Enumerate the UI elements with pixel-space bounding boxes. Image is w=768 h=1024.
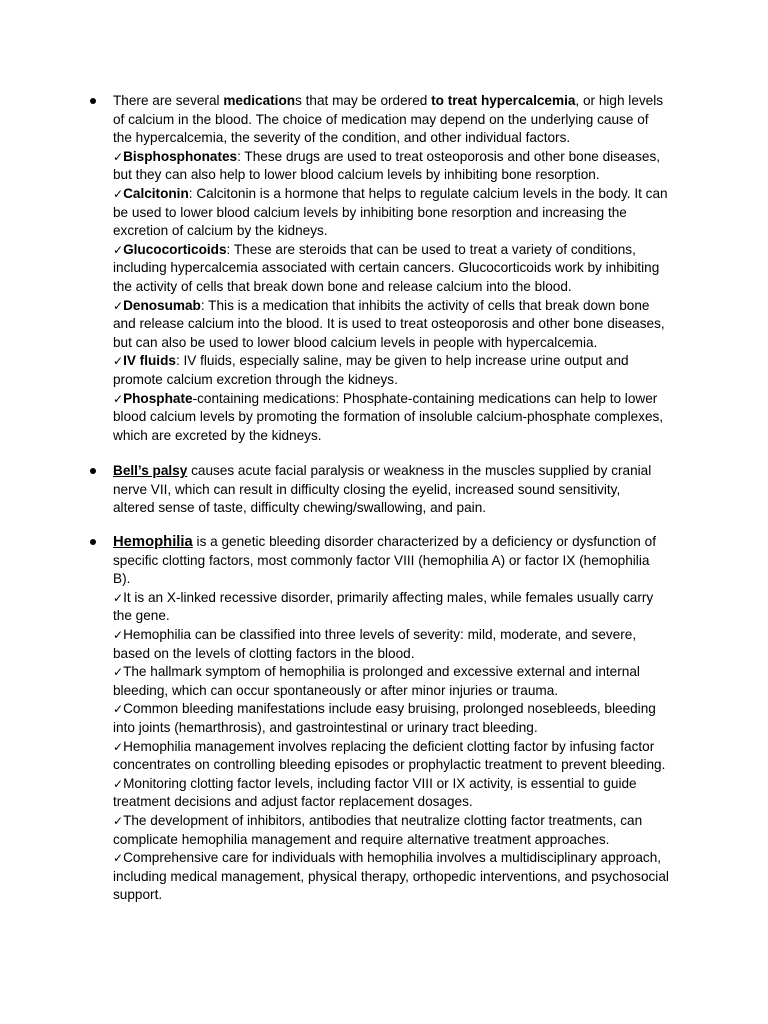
- text-line: [113, 408, 685, 427]
- text-line: [113, 533, 685, 552]
- text-run: Hemophilia can be classified into three levels of severity: mild, moderate, and severe,: [123, 626, 637, 642]
- bold-term: Bisphosphonates: [123, 148, 238, 164]
- text-line: [113, 166, 685, 185]
- text-run: concentrates on controlling bleeding episodes or prophylactic treatment to prevent bleeding.: [113, 757, 666, 773]
- text-run: : IV fluids, especially saline, may be given to help increase urine output and: [175, 353, 629, 369]
- text-line: [113, 738, 685, 757]
- text-line: [113, 886, 685, 905]
- text-line: [113, 352, 685, 371]
- text-run: complicate hemophilia management and require alternative treatment approaches.: [113, 831, 610, 847]
- text-line: [113, 427, 685, 446]
- text-run: be used to lower blood calcium levels by inhibiting bone resorption and increasing the: [113, 204, 627, 220]
- text-line: [113, 92, 685, 111]
- text-line: [113, 499, 685, 518]
- text-line: [113, 462, 685, 481]
- text-line: [113, 259, 685, 278]
- bullet-hypercalcemia-medications: [113, 92, 685, 445]
- checkmark-icon: ✓: [113, 391, 124, 406]
- bullet-dot-icon: [90, 468, 96, 474]
- checkmark-icon: ✓: [113, 665, 124, 680]
- text-run: s that may be ordered: [295, 93, 432, 108]
- text-line: [113, 868, 685, 887]
- text-run: It is an X-linked recessive disorder, primarily affecting males, while females usually carry: [123, 589, 654, 605]
- text-line: [113, 700, 685, 719]
- checkmark-icon: ✓: [113, 242, 124, 257]
- text-run: B).: [113, 571, 131, 587]
- text-run: promote calcium excretion through the kidneys.: [113, 371, 398, 387]
- text-line: [113, 570, 685, 589]
- bold-term: medication: [223, 93, 296, 108]
- text-line: [113, 849, 685, 868]
- text-line: [113, 552, 685, 571]
- text-run: the hypercalcemia, the severity of the condition, and other individual factors.: [113, 130, 571, 146]
- checkmark-icon: ✓: [113, 298, 124, 313]
- text-line: [113, 241, 685, 260]
- text-run: bleeding, which can occur spontaneously or after minor injuries or trauma.: [113, 682, 559, 698]
- text-line: [113, 222, 685, 241]
- paragraph-lines: [113, 462, 685, 518]
- text-line: [113, 756, 685, 775]
- checkmark-icon: ✓: [113, 149, 124, 164]
- text-run: Common bleeding manifestations include easy bruising, prolonged nosebleeds, bleeding: [123, 701, 656, 717]
- text-run: of calcium in the blood. The choice of medication may depend on the underlying cause of: [113, 111, 649, 127]
- text-line: [113, 589, 685, 608]
- text-run: based on the levels of clotting factors in the blood.: [113, 645, 415, 661]
- text-line: [113, 334, 685, 353]
- text-run: , or high levels: [575, 93, 664, 108]
- text-run: The hallmark symptom of hemophilia is prolonged and excessive external and internal: [123, 664, 640, 680]
- checkmark-icon: ✓: [113, 627, 124, 642]
- text-line: [113, 481, 685, 500]
- text-run: is a genetic bleeding disorder characterized by a deficiency or dysfunction of: [192, 534, 656, 549]
- text-line: [113, 626, 685, 645]
- text-run: and release calcium into the blood. It is used to treat osteoporosis and other bone diseases,: [113, 316, 665, 332]
- checkmark-icon: ✓: [113, 702, 124, 717]
- text-run: -containing medications: Phosphate-containing medications can help to lower: [192, 390, 658, 406]
- text-line: [113, 682, 685, 701]
- text-run: : This is a medication that inhibits the activity of cells that break down bone: [200, 297, 650, 313]
- bullet-hemophilia: [113, 533, 685, 905]
- text-run: There are several: [113, 93, 224, 108]
- text-run: causes acute facial paralysis or weakness in the muscles supplied by cranial: [187, 463, 652, 478]
- text-line: [113, 315, 685, 334]
- text-line: [113, 607, 685, 626]
- bullet-dot-icon: [90, 98, 96, 104]
- text-line: [113, 719, 685, 738]
- bold-term: Bell’s palsy: [113, 463, 188, 478]
- text-line: [113, 297, 685, 316]
- bold-term: Glucocorticoids: [123, 241, 227, 257]
- text-run: : These are steroids that can be used to treat a variety of conditions,: [226, 241, 636, 257]
- text-line: [113, 390, 685, 409]
- text-run: the activity of cells that break down bone and release calcium into the blood.: [113, 278, 572, 294]
- bold-term: Hemophilia: [113, 534, 193, 550]
- paragraph-lines: [113, 533, 685, 905]
- text-run: but they can also help to lower blood calcium levels by inhibiting bone resorption.: [113, 167, 600, 183]
- text-line: [113, 148, 685, 167]
- checkmark-icon: ✓: [113, 851, 124, 866]
- paragraph-lines: [113, 92, 685, 445]
- text-run: specific clotting factors, most commonly factor VIII (hemophilia A) or factor IX (hemophilia: [113, 552, 650, 568]
- text-run: The development of inhibitors, antibodies that neutralize clotting factor treatments, can: [123, 812, 643, 828]
- text-line: [113, 663, 685, 682]
- text-line: [113, 371, 685, 390]
- text-run: : These drugs are used to treat osteoporosis and other bone diseases,: [237, 148, 661, 164]
- text-run: Monitoring clotting factor levels, including factor VIII or IX activity, is essential to guide: [123, 775, 637, 791]
- text-run: including medical management, physical therapy, orthopedic interventions, and psychosocial: [113, 868, 669, 884]
- text-run: : Calcitonin is a hormone that helps to regulate calcium levels in the body. It can: [188, 185, 668, 201]
- bold-term: IV fluids: [123, 353, 176, 369]
- text-run: but can also be used to lower blood calcium levels in people with hypercalcemia.: [113, 334, 598, 350]
- bullet-dot-icon: [90, 539, 96, 545]
- text-line: [113, 204, 685, 223]
- text-run: support.: [113, 887, 163, 903]
- text-run: excretion of calcium by the kidneys.: [113, 223, 328, 239]
- checkmark-icon: ✓: [113, 590, 124, 605]
- text-line: [113, 185, 685, 204]
- text-line: [113, 645, 685, 664]
- text-run: the gene.: [113, 608, 170, 624]
- text-line: [113, 111, 685, 130]
- checkmark-icon: ✓: [113, 739, 124, 754]
- text-run: nerve VII, which can result in difficulty closing the eyelid, increased sound sensitivity,: [113, 481, 621, 497]
- checkmark-icon: ✓: [113, 186, 124, 201]
- text-run: treatment decisions and adjust factor replacement dosages.: [113, 794, 473, 810]
- text-run: into joints (hemarthrosis), and gastrointestinal or urinary tract bleeding.: [113, 719, 538, 735]
- checkmark-icon: ✓: [113, 354, 124, 369]
- text-run: which are excreted by the kidneys.: [113, 427, 322, 443]
- bold-term: to treat hypercalcemia: [431, 93, 576, 108]
- text-run: Hemophilia management involves replacing the deficient clotting factor by infusing factor: [123, 738, 655, 754]
- bold-term: Phosphate: [123, 390, 193, 406]
- text-line: [113, 129, 685, 148]
- text-line: [113, 775, 685, 794]
- text-run: including hypercalcemia associated with certain cancers. Glucocorticoids work by inhibiting: [113, 260, 660, 276]
- bold-term: Calcitonin: [123, 185, 189, 201]
- bold-term: Denosumab: [123, 297, 201, 313]
- text-run: Comprehensive care for individuals with hemophilia involves a multidisciplinary approach,: [123, 850, 662, 866]
- text-run: blood calcium levels by promoting the formation of insoluble calcium-phosphate complexes,: [113, 409, 664, 425]
- text-line: [113, 793, 685, 812]
- text-line: [113, 278, 685, 297]
- checkmark-icon: ✓: [113, 776, 124, 791]
- bullet-bells-palsy: [113, 462, 685, 518]
- text-run: altered sense of taste, difficulty chewing/swallowing, and pain.: [113, 500, 487, 516]
- text-line: [113, 831, 685, 850]
- text-line: [113, 812, 685, 831]
- checkmark-icon: ✓: [113, 813, 124, 828]
